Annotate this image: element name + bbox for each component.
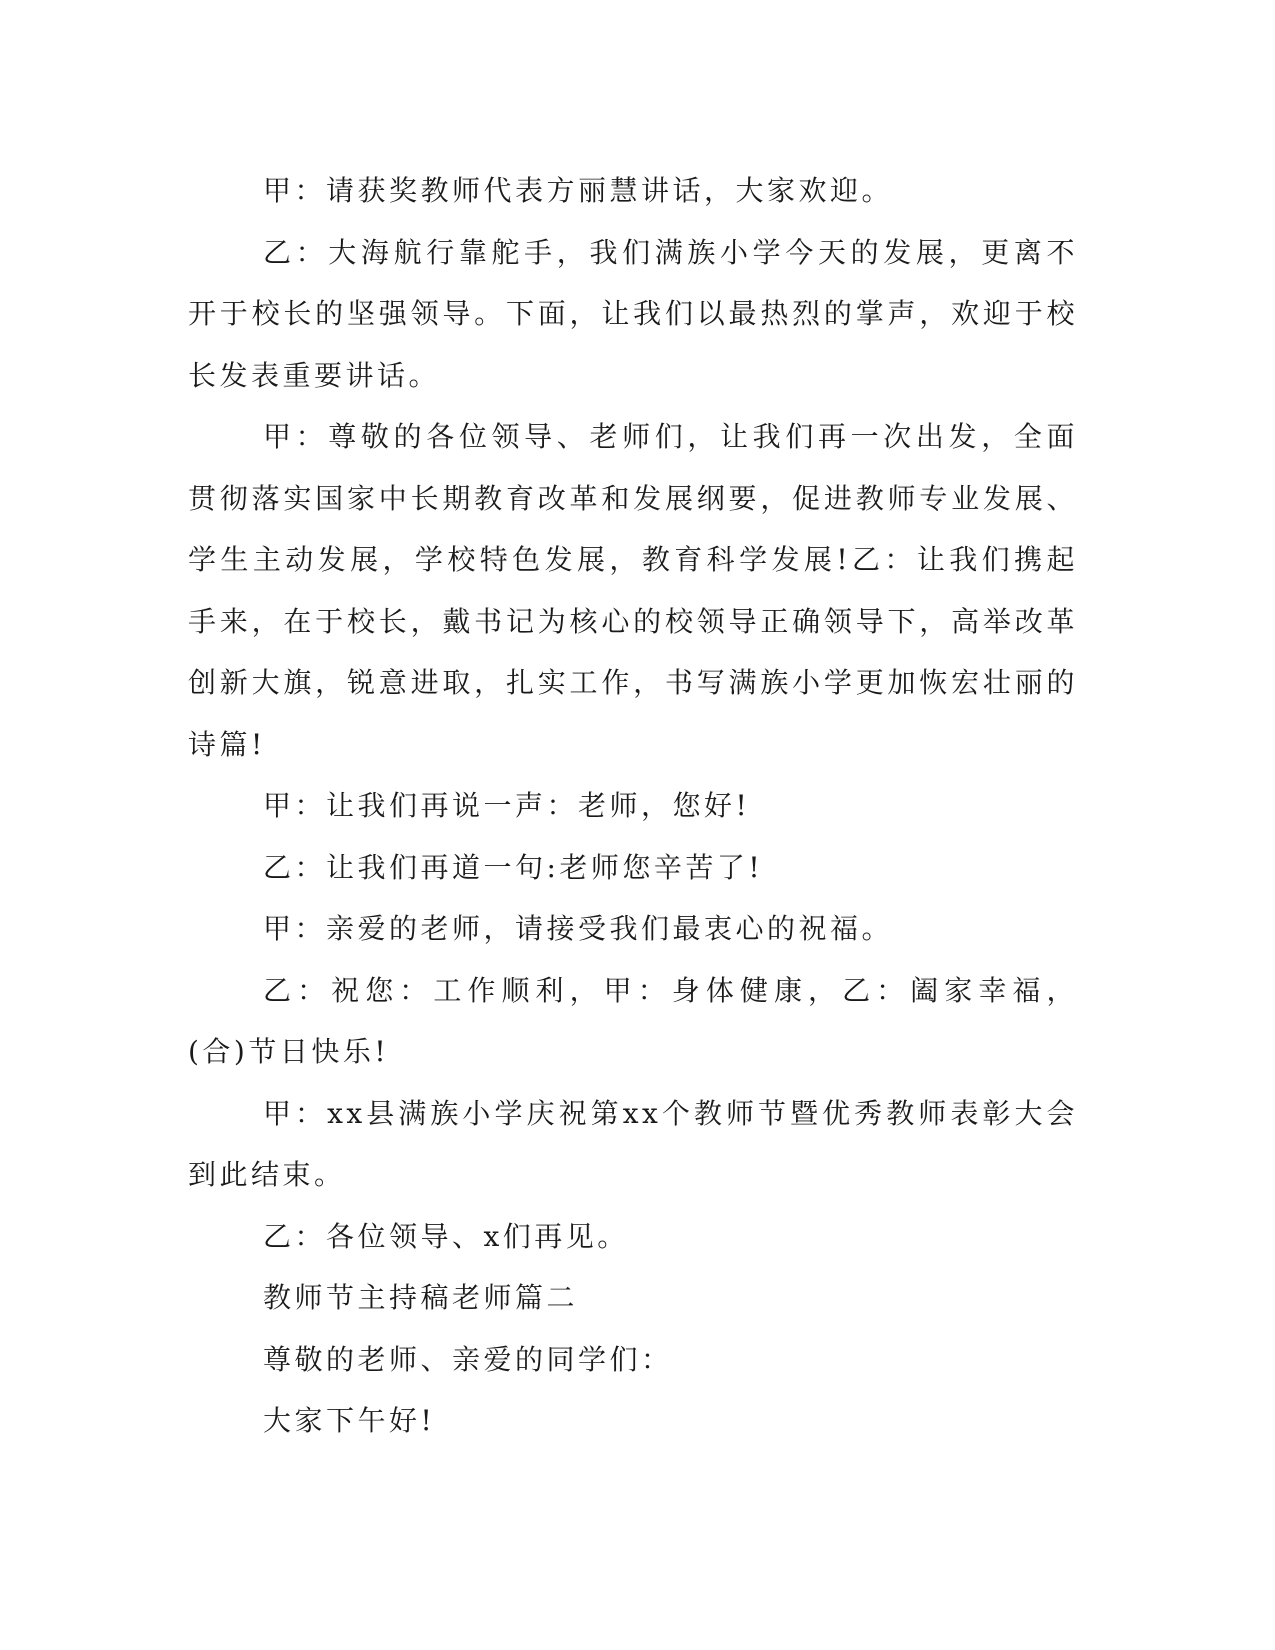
paragraph-2: 乙：大海航行靠舵手，我们满族小学今天的发展，更离不开于校长的坚强领导。下面，让我们以最热烈的掌声，欢迎于校长发表重要讲话。 bbox=[188, 235, 1078, 392]
paragraph-7: 乙：祝您：工作顺利，甲：身体健康，乙：阖家幸福，(合)节日快乐! bbox=[188, 973, 1078, 1068]
section-heading: 教师节主持稿老师篇二 bbox=[263, 1281, 579, 1314]
document-body bbox=[188, 160, 1078, 1452]
paragraph-6: 甲：亲爱的老师，请接受我们最衷心的祝福。 bbox=[263, 912, 894, 945]
paragraph-3: 甲：尊敬的各位领导、老师们，让我们再一次出发，全面贯彻落实国家中长期教育改革和发展纲要，促进教师专业发展、学生主动发展，学校特色发展，教育科学发展!乙：让我们携起手来，在于校长，戴书记为核心的校领导正确领导下，高举改革创新大旗，锐意进取，扎实工作，书写满族小学更加恢宏壮丽的诗篇! bbox=[188, 420, 1078, 761]
paragraph-1: 甲：请获奖教师代表方丽慧讲话，大家欢迎。 bbox=[263, 174, 894, 207]
paragraph-5: 乙：让我们再道一句:老师您辛苦了! bbox=[263, 850, 764, 884]
paragraph-9: 乙：各位领导、x们再见。 bbox=[263, 1219, 629, 1253]
salutation: 尊敬的老师、亲爱的同学们： bbox=[263, 1342, 673, 1376]
greeting: 大家下午好! bbox=[263, 1404, 436, 1437]
paragraph-8: 甲：xx县满族小学庆祝第xx个教师节暨优秀教师表彰大会到此结束。 bbox=[188, 1096, 1078, 1191]
paragraph-4: 甲：让我们再说一声：老师，您好! bbox=[263, 789, 751, 822]
